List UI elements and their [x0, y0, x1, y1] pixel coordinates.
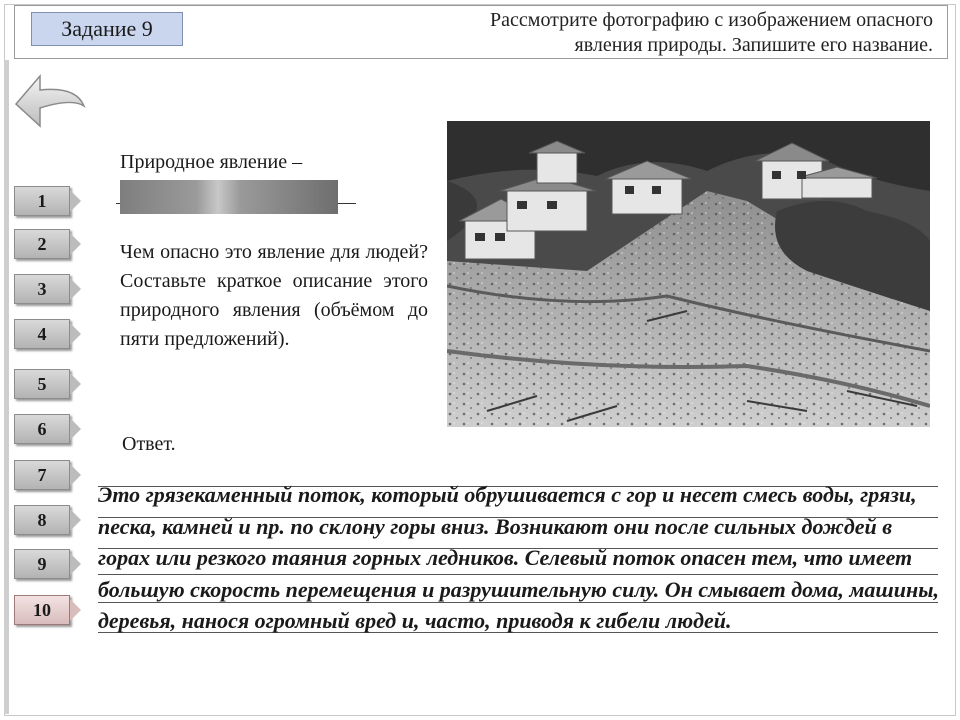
mudflow-photo	[447, 121, 930, 427]
answer-text: Это грязекаменный поток, который обрушивается с гор и несет смесь воды, грязи, песка, камней и пр. по склону горы вниз. Возникают они после сильных дождей в горах или резкого таяния горных ледников. Селевый поток опасен тем, что имеет большую скорость перемещения и разрушительную силу. Он смывает дома, машины, деревья, нанося огромный вред и, часто, приводя к гибели людей.	[98, 482, 939, 633]
task-instruction	[373, 8, 933, 58]
nav-button-4[interactable]: 4	[14, 319, 70, 349]
back-arrow-icon[interactable]	[10, 68, 90, 140]
nav-button-9[interactable]: 9	[14, 549, 70, 579]
task-label: Задание 9	[31, 12, 183, 46]
nav-button-1[interactable]: 1	[14, 186, 70, 216]
mudflow-photo-image	[447, 121, 930, 427]
answer-label: Ответ.	[122, 433, 176, 455]
nav-button-7[interactable]: 7	[14, 460, 70, 490]
nav-button-5[interactable]: 5	[14, 369, 70, 399]
instruction-line-2: явления природы. Запишите его название.	[574, 34, 933, 56]
nav-button-6[interactable]: 6	[14, 414, 70, 444]
nav-button-10[interactable]: 10	[14, 595, 70, 625]
side-strip	[4, 60, 9, 714]
header-bar	[14, 5, 948, 59]
phenomenon-label: Природное явление –	[120, 151, 303, 173]
hidden-answer-blank[interactable]	[120, 180, 338, 214]
question-text: Чем опасно это явление для людей? Составьте краткое описание этого природного явления (объёмом до пяти предложений).	[120, 241, 428, 350]
nav-button-3[interactable]: 3	[14, 274, 70, 304]
instruction-line-1: Рассмотрите фотографию с изображением опасного	[490, 9, 933, 31]
nav-button-8[interactable]: 8	[14, 505, 70, 535]
nav-button-2[interactable]: 2	[14, 229, 70, 259]
